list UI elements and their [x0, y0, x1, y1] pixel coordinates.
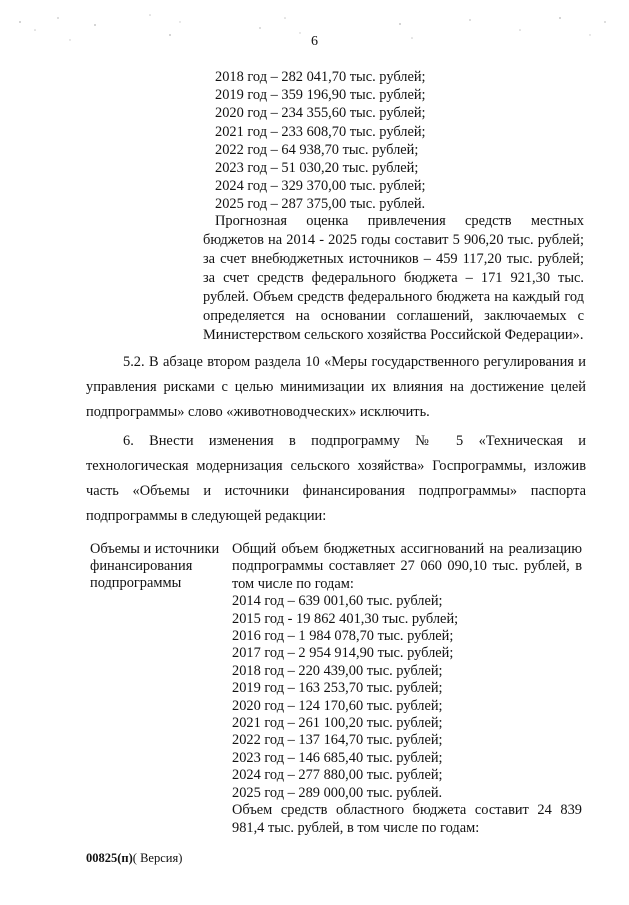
year-line: 2023 год – 51 030,20 тыс. рублей; — [215, 160, 419, 177]
forecast-paragraph: Прогнозная оценка привлечения средств местных бюджетов на 2014 - 2025 годы составит 5 906,20 тыс. рублей; за счет внебюджетных источников – 459 117,20 тыс. рублей; за счет средств федерального бюджета – 171 921,30 тыс. рублей. Объем средств федерального бюджета на каждый год определяется на основании соглашений, заключаемых с Министерством сельского хозяйства Российской Федерации». — [203, 213, 584, 343]
year-line: 2020 год – 124 170,60 тыс. рублей; — [232, 697, 443, 714]
year-line: 2015 год - 19 862 401,30 тыс. рублей; — [232, 610, 459, 627]
year-line: 2024 год – 277 880,00 тыс. рублей; — [232, 767, 443, 784]
previous-years-list — [215, 68, 585, 214]
year-line: 2022 год – 137 164,70 тыс. рублей; — [232, 732, 443, 749]
year-line: 2021 год – 233 608,70 тыс. рублей; — [215, 123, 426, 140]
year-line: 2017 год – 2 954 914,90 тыс. рублей; — [232, 645, 454, 662]
year-line: 2025 год – 287 375,00 тыс. рублей. — [215, 196, 426, 213]
year-line: 2019 год – 163 253,70 тыс. рублей; — [232, 680, 443, 697]
financing-intro: Общий объем бюджетных ассигнований на реализацию подпрограммы составляет 27 060 090,10 тыс. рублей, в том числе по годам: — [232, 541, 582, 592]
year-line: 2024 год – 329 370,00 тыс. рублей; — [215, 178, 426, 195]
paragraph-6: 6. Внести изменения в подпрограмму № 5 «Техническая и технологическая модернизация сельского хозяйства» Госпрограммы, изложив часть «Объемы и источники финансирования подпрограммы» паспорта подпрограммы в следующей редакции: — [86, 433, 586, 524]
regional-budget-text: Объем средств областного бюджета составит 24 839 981,4 тыс. рублей, в том числе по годам: — [232, 802, 582, 836]
year-line: 2014 год – 639 001,60 тыс. рублей; — [232, 593, 443, 610]
year-line: 2016 год – 1 984 078,70 тыс. рублей; — [232, 628, 454, 645]
financing-years-list — [232, 593, 582, 802]
year-line: 2023 год – 146 685,40 тыс. рублей; — [232, 749, 443, 766]
financing-details — [232, 541, 582, 837]
scan-noise — [0, 0, 629, 60]
year-line: 2018 год – 220 439,00 тыс. рублей; — [232, 662, 443, 679]
document-code — [86, 851, 182, 866]
financing-label: Объемы и источники финансирования подпрограммы — [90, 541, 220, 591]
year-line: 2021 год – 261 100,20 тыс. рублей; — [232, 715, 443, 732]
document-number: 00825(п) — [86, 851, 133, 865]
year-line: 2018 год – 282 041,70 тыс. рублей; — [215, 69, 426, 85]
year-line: 2022 год – 64 938,70 тыс. рублей; — [215, 141, 419, 158]
page-number: 6 — [311, 34, 318, 49]
year-line: 2019 год – 359 196,90 тыс. рублей; — [215, 87, 426, 104]
year-line: 2025 год – 289 000,00 тыс. рублей. — [232, 784, 443, 801]
year-line: 2020 год – 234 355,60 тыс. рублей; — [215, 105, 426, 122]
paragraph-5-2: 5.2. В абзаце втором раздела 10 «Меры государственного регулирования и управления рисками с целью минимизации их влияния на достижение целей подпрограммы» слово «животноводческих» исключить. — [86, 354, 586, 420]
document-version: ( Версия) — [132, 851, 183, 865]
